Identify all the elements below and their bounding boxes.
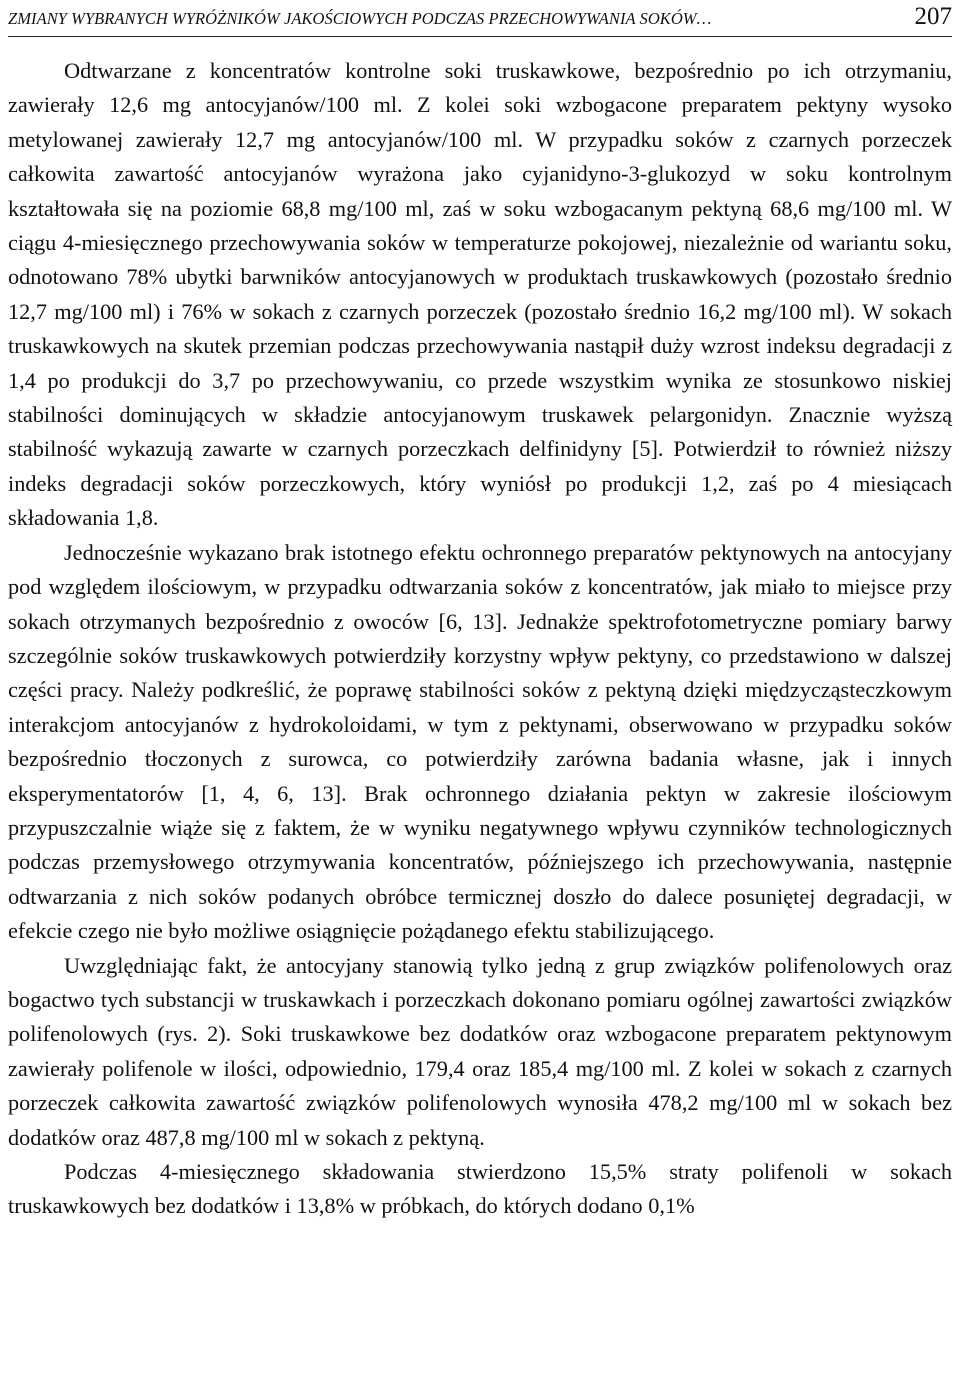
paragraph: Jednocześnie wykazano brak istotnego efektu ochronnego preparatów pektynowych na antocyjany pod względem ilościowym, w przypadku odtwarzania soków z koncentratów, jak miało to miejsce przy sokach otrzymanych bezpośrednio z owoców [6, 13]. Jednakże spektrofotometryczne pomiary barwy szczególnie soków truskawkowych potwierdziły korzystny wpływ pektyny, co przedstawiono w dalszej części pracy. Należy podkreślić, że poprawę stabilności soków z pektyną dzięki międzycząsteczkowym interakcjom antocyjanów z hydrokoloidami, w tym z pektynami, obserwowano w przypadku soków bezpośrednio tłoczonych z surowca, co potwierdziły zarówna badania własne, jak i innych eksperymentatorów [1, 4, 6, 13]. Brak ochronnego działania pektyn w zakresie ilościowym przypuszczalnie wiąże się z faktem, że w wyniku negatywnego wpływu czynników technologicznych podczas przemysłowego otrzymywania koncentratów, późniejszego ich przechowywania, następnie odtwarzania z nich soków podanych obróbce termicznej doszło do dalece posuniętej degradacji, w efekcie czego nie było możliwe osiągnięcie pożądanego efektu stabilizującego. [8, 539, 952, 944]
running-header [8, 0, 952, 37]
paragraph: Uwzględniając fakt, że antocyjany stanowią tylko jedną z grup związków polifenolowych oraz bogactwo tych substancji w truskawkach i porzeczkach dokonano pomiaru ogólnej zawartości związków polifenolowych (rys. 2). Soki truskawkowe bez dodatków oraz wzbogacone preparatem pektynowym zawierały polifenole w ilości, odpowiednio, 179,4 oraz 185,4 mg/100 ml. Z kolei w sokach z czarnych porzeczek całkowita zawartość związków polifenolowych wynosiła 478,2 mg/100 ml w sokach bez dodatków oraz 487,8 mg/100 ml w sokach z pektyną. [8, 952, 952, 1150]
document-page [8, 0, 952, 1224]
page-number: 207 [914, 3, 952, 30]
running-header-title: ZMIANY WYBRANYCH WYRÓŻNIKÓW JAKOŚCIOWYCH PODCZAS PRZECHOWYWANIA SOKÓW… [8, 9, 712, 28]
paragraph: Odtwarzane z koncentratów kontrolne soki truskawkowe, bezpośrednio po ich otrzymaniu, zawierały 12,6 mg antocyjanów/100 ml. Z kolei soki wzbogacone preparatem pektyny wysoko metylowanej zawierały 12,7 mg antocyjanów/100 ml. W przypadku soków z czarnych porzeczek całkowita zawartość antocyjanów wyrażona jako cyjanidyno-3-glukozyd w soku kontrolnym kształtowała się na poziomie 68,8 mg/100 ml, zaś w soku wzbogacanym pektyną 68,6 mg/100 ml. W ciągu 4-miesięcznego przechowywania soków w temperaturze pokojowej, niezależnie od wariantu soku, odnotowano 78% ubytki barwników antocyjanowych w produktach truskawkowych (pozostało średnio 12,7 mg/100 ml) i 76% w sokach z czarnych porzeczek (pozostało średnio 16,2 mg/100 ml). W sokach truskawkowych na skutek przemian podczas przechowywania nastąpił duży wzrost indeksu degradacji z 1,4 po produkcji do 3,7 po przechowywaniu, co przede wszystkim wynika ze stosunkowo niskiej stabilności dominujących w składzie antocyjanowym truskawek pelargonidyn. Znacznie wyższą stabilność wykazują zawarte w czarnych porzeczkach delfinidyny [5]. Potwierdził to również niższy indeks degradacji soków porzeczkowych, który wyniósł po produkcji 1,2, zaś po 4 miesiącach składowania 1,8. [8, 58, 952, 531]
paragraph: Podczas 4-miesięcznego składowania stwierdzono 15,5% straty polifenoli w sokach truskawkowych bez dodatków i 13,8% w próbkach, do których dodano 0,1% [8, 1159, 952, 1219]
body-text [8, 54, 952, 1224]
